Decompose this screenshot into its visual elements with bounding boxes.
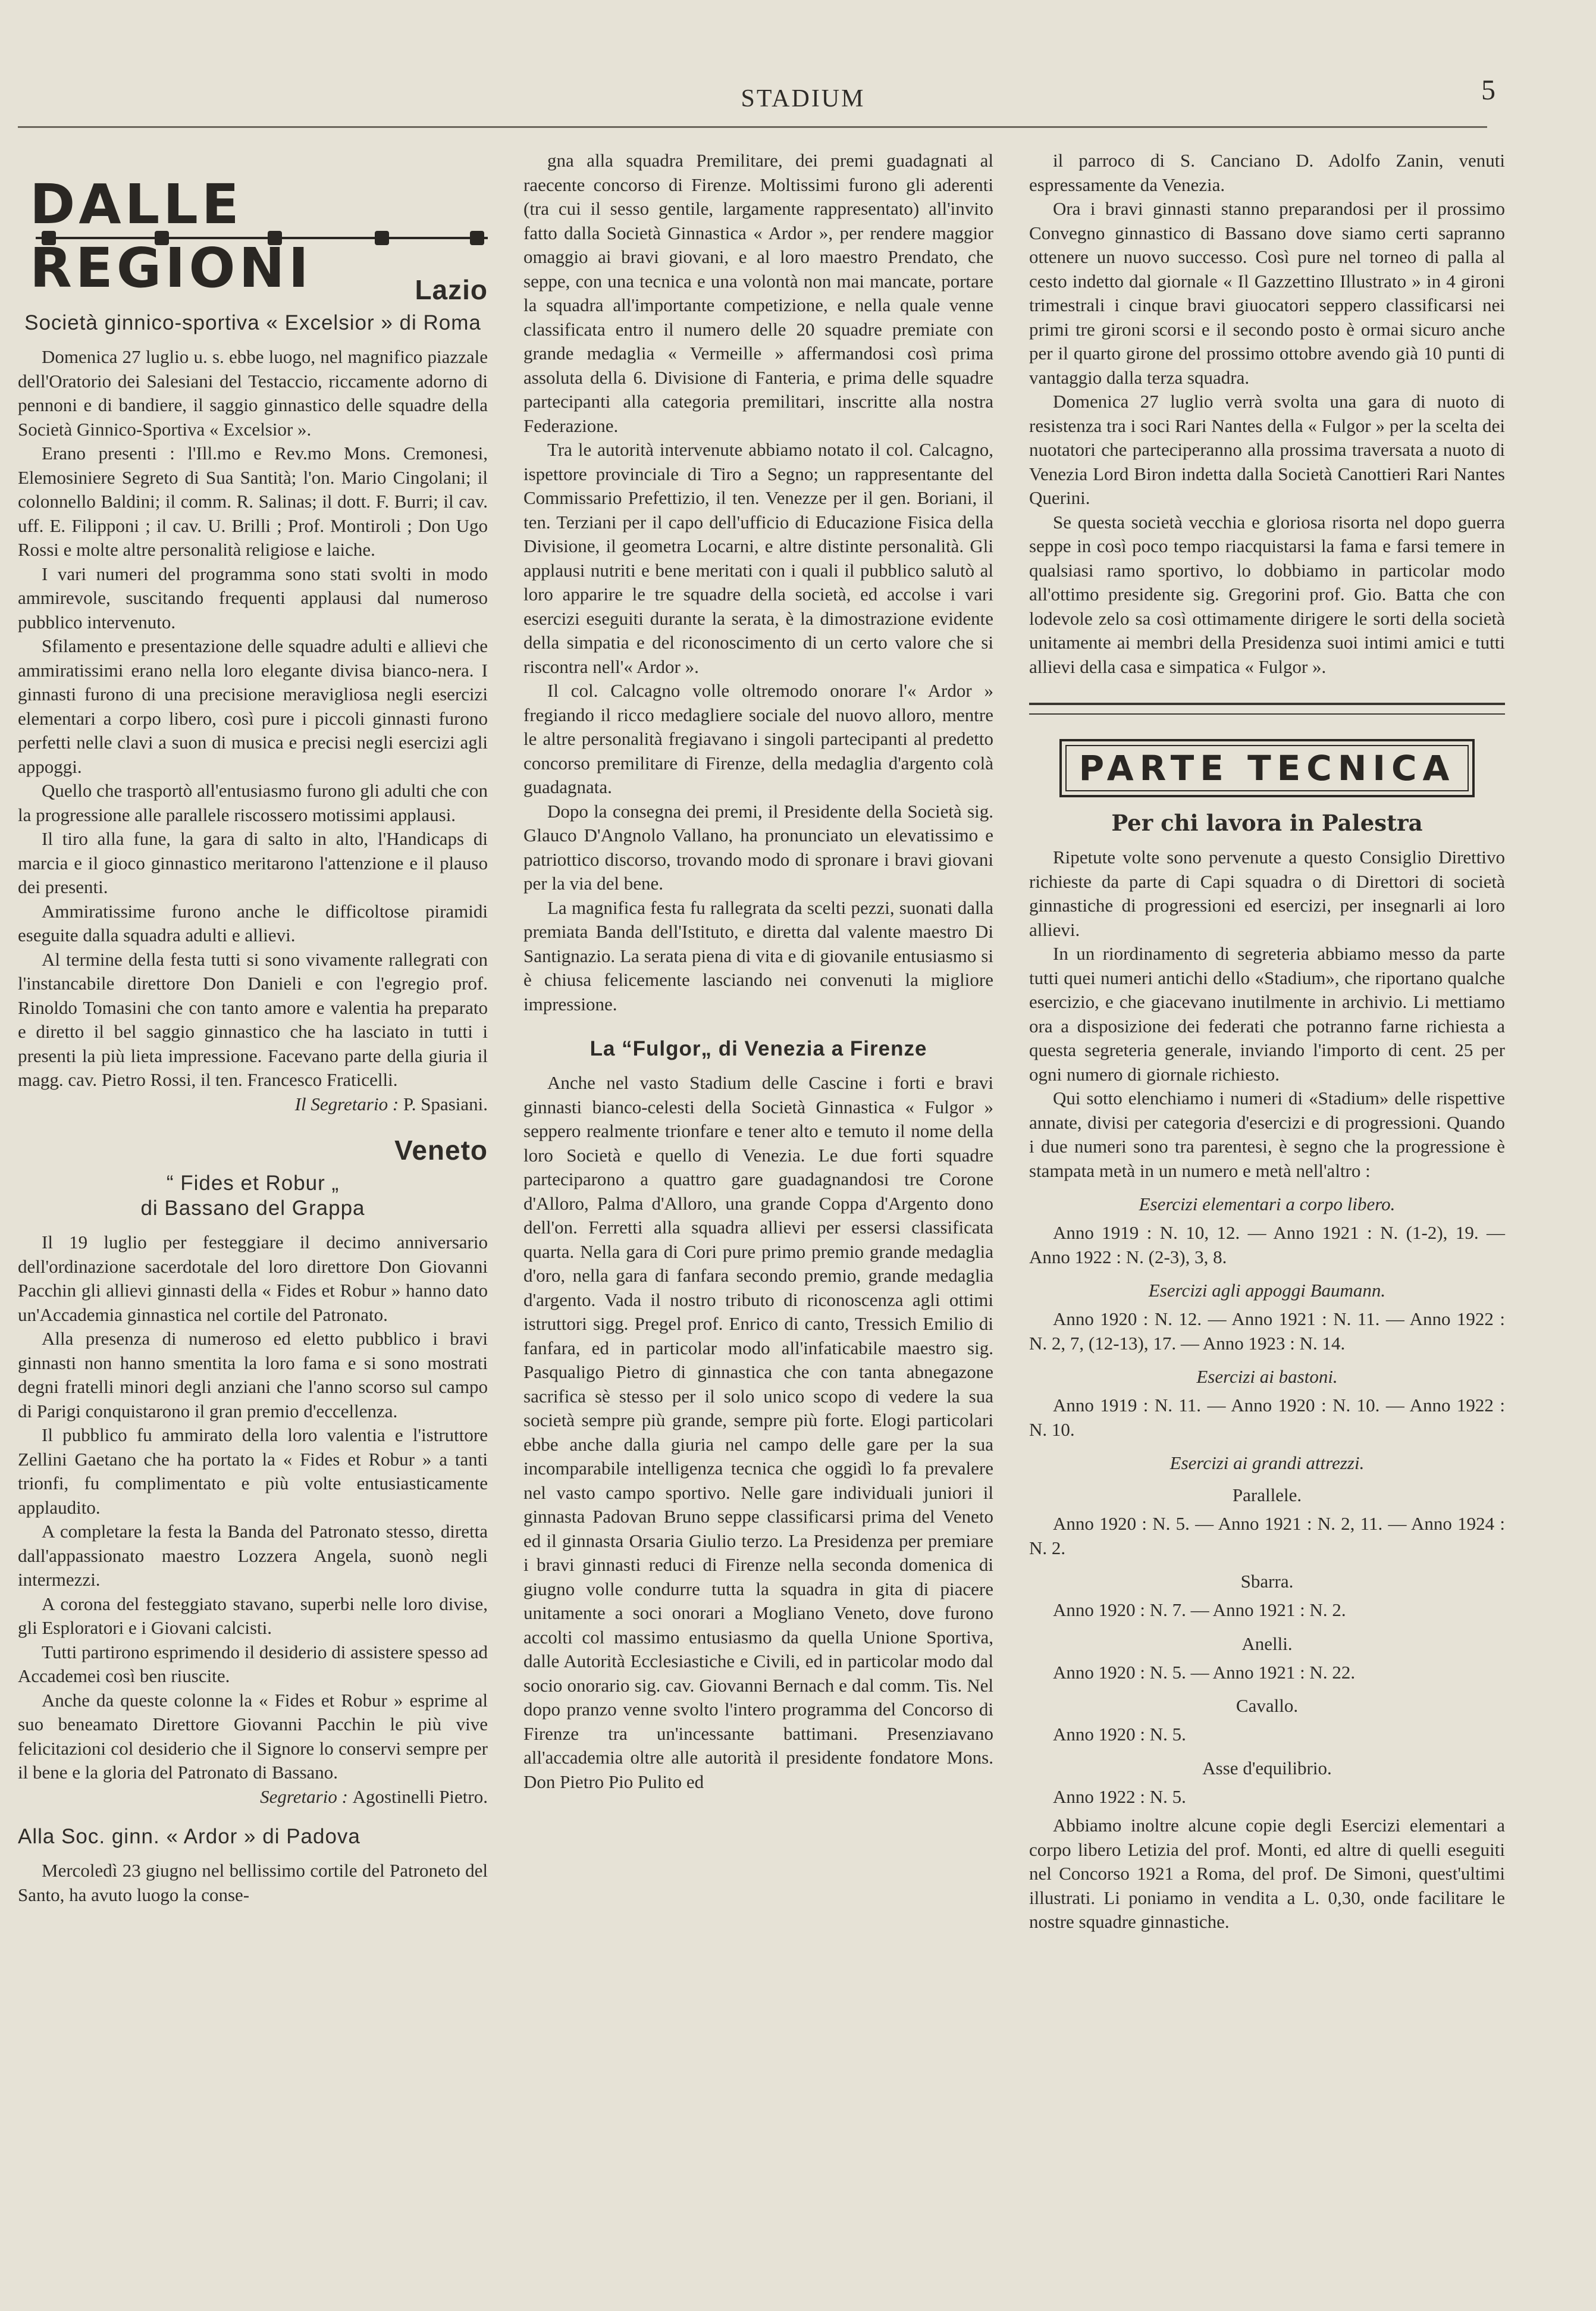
- category-issues: Anno 1919 : N. 11. — Anno 1920 : N. 10. — Anno 1922 : N. 10.: [1029, 1395, 1505, 1440]
- paragraph: Anche da queste colonne la « Fides et Robur » esprime al suo beneamato Direttore Giovanni Pacchin le più vive felicitazioni col desiderio che il Signore lo conservi sempre per il bene e la gloria del Patronato di Bassano.: [18, 1689, 488, 1783]
- category-issues: Anno 1920 : N. 12. — Anno 1921 : N. 11. — Anno 1922 : N. 2, 7, (12-13), 17. — Anno 1923 : N. 14.: [1029, 1308, 1505, 1354]
- paragraph: il parroco di S. Canciano D. Adolfo Zanin, venuti espressamente da Venezia.: [1029, 150, 1505, 195]
- signature-name: P. Spasiani.: [403, 1093, 488, 1114]
- signature-role: Il Segretario :: [294, 1093, 399, 1114]
- article-body-fides: [18, 1230, 488, 1785]
- category-heading: Esercizi ai grandi attrezzi.: [1169, 1452, 1365, 1473]
- parte-tecnica-banner: [1059, 738, 1475, 798]
- category-heading: Parallele.: [1232, 1485, 1302, 1505]
- paragraph: A completare la festa la Banda del Patronato stesso, diretta dall'appassionato maestro Lozzera Angela, suonò negli intermezzi.: [18, 1521, 488, 1590]
- running-head: STADIUM: [741, 85, 866, 112]
- signature-name: Agostinelli Pietro.: [352, 1786, 488, 1807]
- parte-tecnica-title: PARTE TECNICA: [1078, 748, 1456, 788]
- category-issues: Anno 1919 : N. 10, 12. — Anno 1921 : N. (1-2), 19. — Anno 1922 : N. (2-3), 3, 8.: [1029, 1222, 1505, 1267]
- article-title-fulgor: La “Fulgor„ di Venezia a Firenze: [590, 1037, 927, 1060]
- article-body-fulgor-continued: [1029, 149, 1505, 679]
- article-title-fides: [18, 1171, 488, 1221]
- palestra-title: Per chi lavora in Palestra: [1111, 810, 1423, 836]
- paragraph: Domenica 27 luglio verrà svolta una gara di nuoto di resistenza tra i soci Rari Nantes della « Fulgor » per la scelta dei nuotatori che parteciperanno alla prossima traversata a nuoto di Venezia Lord Biron indetta dalla Società Canottieri Rari Nantes Querini.: [1029, 391, 1505, 508]
- paragraph: Al termine della festa tutti si sono vivamente rallegrati con l'instancabile direttore Don Danieli e con l'egregio prof. Rinoldo Tomasini che con tanto amore e valentia ha preparato e diretto il bel saggio ginnastico che ha lasciato in tutti i presenti la più lieta impressione. Facevano parte della giuria il magg. cav. Pietro Rossi, il ten. Francesco Fraticelli.: [18, 948, 488, 1090]
- category-heading: Esercizi elementari a corpo libero.: [1139, 1194, 1396, 1214]
- category-heading: Esercizi agli appoggi Baumann.: [1148, 1280, 1386, 1301]
- category-heading: Sbarra.: [1240, 1571, 1294, 1592]
- page-number: 5: [1481, 74, 1495, 106]
- column-1: [18, 155, 488, 1907]
- paragraph: Erano presenti : l'Ill.mo e Rev.mo Mons. Cremonesi, Elemosiniere Segreto di Sua Santità; l'on. Mario Cingolani; il colonnello Baldini; il comm. R. Salinas; il dott. F. Burri; il cav. uff. E. Filipponi ; il cav. U. Brilli ; Prof. Montiroli ; Don Ugo Rossi e molte altre personalità religiose e laiche.: [18, 443, 488, 560]
- paragraph: Ora i bravi ginnasti stanno preparandosi per il prossimo Convegno ginnastico di Bassano dove siamo certi sapranno ottenere un nuovo successo. Così pure nel torneo di palla al cesto indetto dal giornale « Il Gazzettino Illustrato » in 4 gironi trimestrali i cinque bravi giuocatori seppero classificarsi nei primi tre gironi scorsi e il secondo posto è ormai sicuro anche per il quarto girone del prossimo ottobre avendo già 10 punti di vantaggio dalla terza squadra.: [1029, 198, 1505, 388]
- paragraph: Tra le autorità intervenute abbiamo notato il col. Calcagno, ispettore provinciale di Tiro a Segno; un rappresentante del Commissario Prefettizio, il ten. Venezze per il gen. Boriani, il ten. Terziani per il capo dell'ufficio di Educazione Fisica della Divisione, il geometra Locarni, e altre distinte personalità. Gli applausi nutriti e bene meritati con i quali il pubblico salutò al loro apparire le tre squadre della società, ed accolse i vari esercizi eseguiti durante la serata, è la dimostrazione evidente della simpatia e del riconoscimento di un certo valore che si riscontra nell'« Ardor ».: [523, 439, 993, 677]
- paragraph: Tutti partirono esprimendo il desiderio di assistere spesso ad Accademei così ben riuscite.: [18, 1641, 488, 1686]
- article-title-fides-line1: “ Fides et Robur „: [166, 1172, 340, 1195]
- article-body-excelsior: [18, 345, 488, 1092]
- category-issues: Anno 1920 : N. 5. — Anno 1921 : N. 22.: [1053, 1661, 1356, 1683]
- signature-role: Segretario :: [260, 1786, 348, 1807]
- category-issues: Anno 1920 : N. 7. — Anno 1921 : N. 2.: [1053, 1599, 1346, 1620]
- article-body-ardor-continued: [523, 149, 993, 1016]
- paragraph: gna alla squadra Premilitare, dei premi guadagnati al raecente concorso di Firenze. Moltissimi furono gli aderenti (tra cui il sesso gentile, largamente rappresentato) all'invito fatto dalla Società Ginnastica « Ardor », per rendere maggior omaggio ai bravi giovani, e al loro maestro Prendato, che seppe, con una tecnica e una volontà non mai mancate, portare la squadra all'importante competizione, e nella quale venne classificata entro il numero delle 20 squadre premiate con grande medaglia « Vermeille » affermandosi così prima assoluta della 6. Divisione di Fanteria, e prima delle squadre partecipanti alla categoria premilitari, inscritte alla nostra Federazione.: [523, 150, 993, 436]
- region-title-lazio: Lazio: [415, 274, 488, 305]
- paragraph: Dopo la consegna dei premi, il Presidente della Società sig. Glauco D'Angnolo Vallano, ha pronunciato un elevatissimo e patriottico discorso, trovando modo di spronare i bravi giovani per la via del bene.: [523, 800, 993, 894]
- article-body-palestra: [1029, 846, 1505, 1183]
- article-title-excelsior: Società ginnico-sportiva « Excelsior » di Roma: [24, 311, 481, 334]
- paragraph: La magnifica festa fu rallegrata da scelti pezzi, suonati dalla premiata Banda dell'Istituto, e diretta dal valente maestro Di Santignazio. La serata piena di vita e di giovanile entusiasmo si è chiusa felicemente lasciando nei convenuti la migliore impressione.: [523, 897, 993, 1014]
- paragraph: In un riordinamento di segreteria abbiamo messo da parte tutti quei numeri antichi dello «Stadium», che riportano qualche esercizio, e che giacevano inutilmente in archivio. Li mettiamo ora a disposizione dei federati che potranno farne richiesta a questa segreteria generale, inviando l'importo di cent. 25 per ogni numero di giornale richiesto.: [1029, 943, 1505, 1085]
- category-heading: Anelli.: [1241, 1633, 1293, 1654]
- paragraph: Ammiratissime furono anche le difficoltose piramidi eseguite dalla squadra adulti e allievi.: [18, 900, 488, 945]
- category-issues: Anno 1920 : N. 5.: [1053, 1724, 1186, 1745]
- paragraph: Alla presenza di numeroso ed eletto pubblico i bravi ginnasti non hanno smentita la loro fama e si sono mostrati degni fratelli minori degli anziani che l'anno scorso sul campo di Parigi conquistarono il gran premio d'eccellenza.: [18, 1328, 488, 1421]
- paragraph: Se questa società vecchia e gloriosa risorta nel dopo guerra seppe in così poco tempo riacquistarsi la fama e farsi temere in qualsiasi ramo sportivo, lo dobbiamo in particolar modo all'ottimo presidente sig. Gregorini prof. Gio. Batta che con lodevole zelo sa così ottimamente dirigere le sorti della società unitamente ai membri della Presidenza suoi intimi amici e tutti allievi della casa e simpatica « Fulgor ».: [1029, 511, 1505, 677]
- paragraph: Qui sotto elenchiamo i numeri di «Stadium» delle rispettive annate, divisi per categoria d'esercizi e di progressioni. Quando i due numeri sono tra parentesi, è segno che la progressione è stampata metà in un numero e metà nell'altro :: [1029, 1088, 1505, 1181]
- signature-excelsior: [18, 1092, 488, 1117]
- paragraph: I vari numeri del programma sono stati svolti in modo ammirevole, suscitando frequenti applausi dal numeroso pubblico intervenuto.: [18, 563, 488, 632]
- category-issues: Anno 1922 : N. 5.: [1053, 1786, 1186, 1807]
- column-2: [523, 149, 993, 1794]
- paragraph: Ripetute volte sono pervenute a questo Consiglio Direttivo richieste da parte di Capi squadra o di Direttori di società ginnastiche di progressioni ed esercizi, per insegnarli ai loro allievi.: [1029, 847, 1505, 940]
- category-issues: Anno 1920 : N. 5. — Anno 1921 : N. 2, 11. — Anno 1924 : N. 2.: [1029, 1513, 1505, 1558]
- signature-fides: [18, 1785, 488, 1809]
- paragraph: Il pubblico fu ammirato della loro valentia e l'istruttore Zellini Gaetano che ha portato la « Fides et Robur » a tanti trionfi, fu complimentato e più volte entusiasticamente applaudito.: [18, 1424, 488, 1518]
- region-title-veneto: Veneto: [394, 1135, 488, 1166]
- column-3: [1029, 149, 1505, 1934]
- section-divider: [1029, 703, 1505, 715]
- header-rule: [18, 126, 1487, 128]
- category-list: [1029, 1194, 1505, 1809]
- category-heading: Cavallo.: [1236, 1695, 1299, 1716]
- closing-paragraph: Abbiamo inoltre alcune copie degli Esercizi elementari a corpo libero Letizia del prof. Monti, ed altre di quelli eseguiti nel Concorso 1921 a Roma, del prof. De Simoni, quest'ultimi illustrati. Li poniamo in vendita a L. 0,30, onde facilitare le nostre squadre ginnastiche.: [1029, 1815, 1505, 1932]
- paragraph: Il 19 luglio per festeggiare il decimo anniversario dell'ordinazione sacerdotale del loro direttore Don Giovanni Pacchin gli allievi ginnasti della « Fides et Robur » hanno dato un'Accademia ginnastica nel cortile del Patronato.: [18, 1232, 488, 1325]
- article-body-fulgor: [523, 1071, 993, 1794]
- masthead-title: DALLE REGIONI: [30, 173, 312, 300]
- paragraph: Quello che trasportò all'entusiasmo furono gli adulti che con la progressione alle parallele riscossero motissimi applausi.: [18, 780, 488, 825]
- paragraph: Domenica 27 luglio u. s. ebbe luogo, nel magnifico piazzale dell'Oratorio dei Salesiani del Testaccio, riccamente adorno di pennoni e di bandiere, il saggio ginnastico delle squadre della Società Ginnico-Sportiva « Excelsior ».: [18, 346, 488, 440]
- category-heading: Esercizi ai bastoni.: [1196, 1366, 1338, 1387]
- category-heading: Asse d'equilibrio.: [1202, 1757, 1332, 1778]
- paragraph: Il tiro alla fune, la gara di salto in alto, l'Handicaps di marcia e il gioco ginnastico meritarono l'attenzione e il plauso dei presenti.: [18, 828, 488, 897]
- paragraph: Sfilamento e presentazione delle squadre adulti e allievi che ammiratissimi erano nella loro elegante divisa bianco-nera. I ginnasti furono di una precisione meravigliosa negli esercizi elementari a corpo libero, così pure i piccoli ginnasti furono perfetti nelle clavi a suon di musica e precisi negli esercizi agli appoggi.: [18, 635, 488, 777]
- paragraph: Anche nel vasto Stadium delle Cascine i forti e bravi ginnasti bianco-celesti della Società Ginnastica « Fulgor » seppero realmente trionfare e tener alto e temuto il nome della loro Società e quello di Venezia. Le due forti squadre parteciparono a quattro gare guadagnandosi tre Corone d'Alloro, Palma d'Alloro, una grande Coppa d'Argento dono dell'on. Ferretti alla squadra allievi per essersi classificata quarta. Nella gara di Cori pure primo premio grande medaglia d'oro, nella gara di fanfara secondo premio, grande medaglia d'argento. Vada il nostro tributo di riconoscenza agli ottimi istruttori sigg. Pregel prof. Enrico di canto, Tressich Emilio di fanfara, ed in particolar modo all'infaticabile maestro sig. Pasqualigo Pietro di ginnastica che con tanta abnegazone sacrifica sè stesso per il solo unico scopo di vedere la sua società sempre più grande, sempre più forte. Elogi particolari ebbe anche dalla giuria nel campo delle gare per la sua incomparabile intelligenza tecnica che oggidì lo fa prevalere nel vasto campo sportivo. Nelle gare individuali juniori il ginnasta Padovan Bruno seppe classificarsi prima del Veneto ed il ginnasta Orsaria Giulio terzo. La Presidenza per premiare i bravi ginnasti reduci di Firenze nella seconda domenica di giugno volle condurre tutta la squadra in gita di piacere unitamente a soci onorari a Mogliano Veneto, dove furono accolti col massimo entusiasmo da quella Unione Sportiva, dalle Autorità Ecclesiastiche e Civili, ed in particolar modo dal socio onorario sig. cav. Giovanni Bernach e dal comm. Tis. Nel dopo pranzo venne svolto l'intero programma del Concorso di Firenze tra un'incessante battimani. Presenziavano all'accademia oltre alle autorità il presidente fondatore Mons. Don Pietro Pio Pulito ed: [523, 1072, 993, 1792]
- paragraph: Il col. Calcagno volle oltremodo onorare l'« Ardor » fregiando il ricco medagliere sociale del nuovo alloro, mentre le altre personalità fregiavano i singoli partecipanti al predetto concorso premilitare di Firenze, della medaglia d'argento colà guadagnata.: [523, 680, 993, 797]
- article-title-fides-line2: di Bassano del Grappa: [140, 1197, 365, 1220]
- article-title-ardor: Alla Soc. ginn. « Ardor » di Padova: [18, 1825, 360, 1848]
- article-body-ardor-start: Mercoledì 23 giugno nel bellissimo cortile del Patroneto del Santo, ha avuto luogo la conse-: [18, 1860, 488, 1905]
- paragraph: A corona del festeggiato stavano, superbi nelle loro divise, gli Esploratori e i Giovani calcisti.: [18, 1593, 488, 1638]
